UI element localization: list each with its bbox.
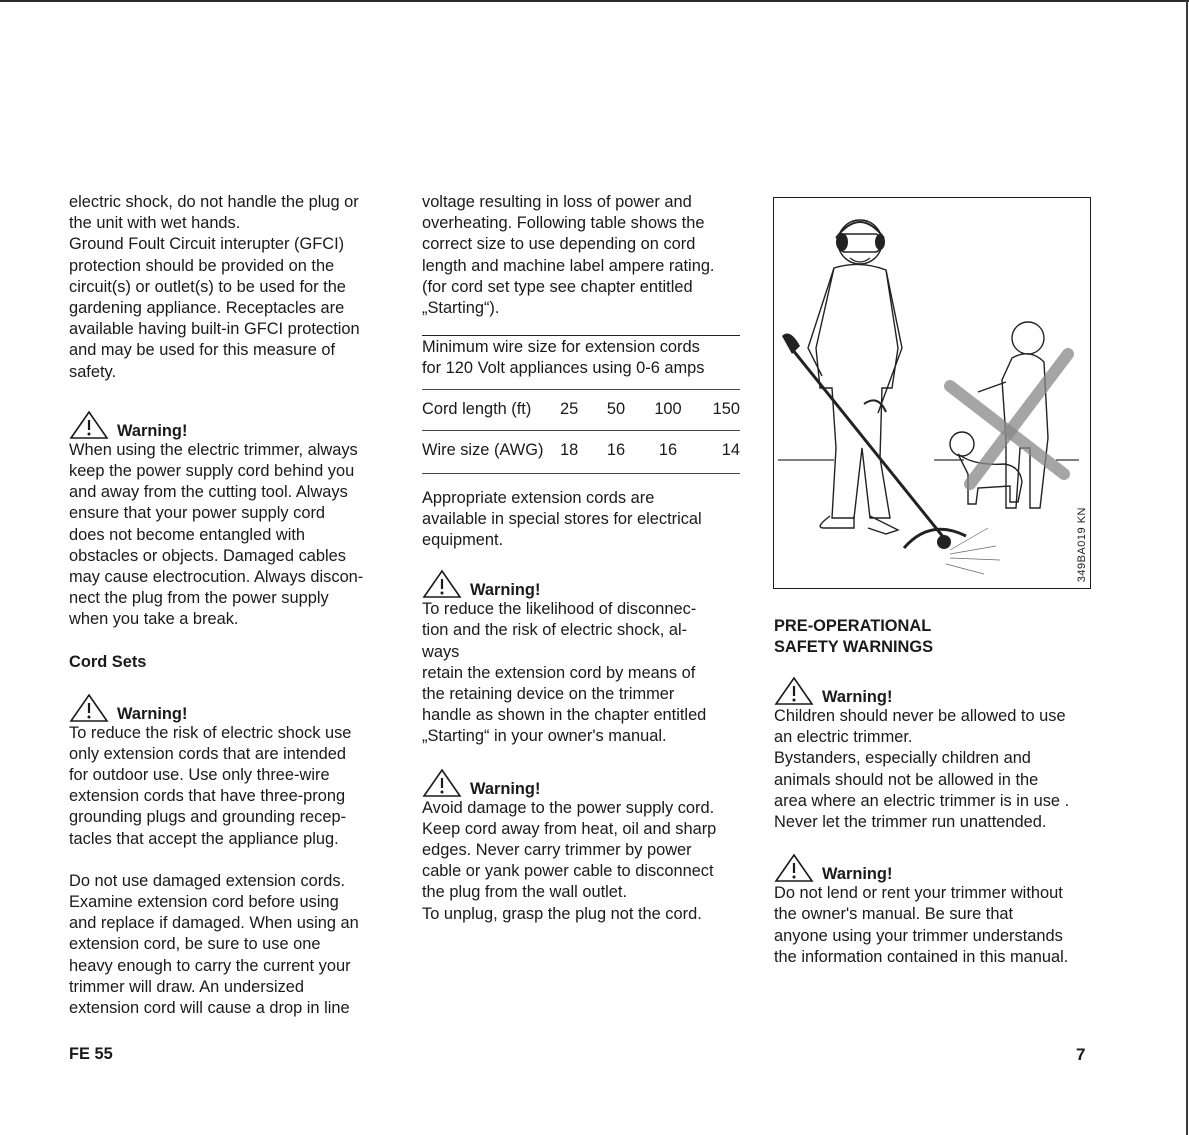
table-cell: 16 xyxy=(658,441,678,460)
table-cell: 100 xyxy=(654,400,682,419)
warning-heading xyxy=(69,410,389,440)
trimmer-illustration xyxy=(773,197,1091,589)
children-warning: Children should never be allowed to use an electric trimmer. Bystanders, especially children and animals should not be allowed in the area where an electric trimmer is in use . Never let the trimmer run unattended. xyxy=(774,707,1070,832)
warning-triangle-icon xyxy=(69,410,109,440)
page-number: 7 xyxy=(1076,1045,1086,1064)
figure-code: 349BA019 KN xyxy=(1076,506,1088,582)
warning-triangle-icon xyxy=(422,768,462,798)
table-cell: 25 xyxy=(560,400,579,419)
damaged-cords-paragraph: Do not use damaged extension cords. Examine extension cord before using and replace if damaged. When using an extension cord, be sure to use one heavy enough to carry the current your trimmer will draw. An undersized extension cord will cause a drop in line xyxy=(69,871,359,1018)
table-cell: 18 xyxy=(560,441,579,460)
warning-heading xyxy=(422,569,744,599)
table-cell: 14 xyxy=(721,441,740,460)
gfci-paragraph: electric shock, do not handle the plug or the unit with wet hands. Ground Foult Circuit interupter (GFCI) protection should be provided on the circuit(s) or outlet(s) to be used for the gardening appliance. Receptacles are available having built-in GFCI protection and may be used for this measure of safety. xyxy=(69,193,360,381)
section-heading-pre-operational: PRE-OPERATIONAL SAFETY WARNINGS xyxy=(774,617,934,656)
warning-heading xyxy=(774,853,1104,883)
wire-size-table xyxy=(422,335,740,473)
warning-label: Warning! xyxy=(822,688,893,706)
column-1 xyxy=(69,192,389,1019)
warning-label: Warning! xyxy=(470,779,541,798)
warning-label: Warning! xyxy=(117,704,188,723)
warning-label: Warning! xyxy=(470,581,541,600)
warning-label: Warning! xyxy=(117,421,188,440)
outdoor-cords-warning: To reduce the risk of electric shock use only extension cords that are intended for outdoor use. Use only three-wire extension cords that have three-prong grounding plugs and grounding recep- tacles that accept the appliance plug. xyxy=(69,723,352,848)
extension-cords-paragraph: Appropriate extension cords are available in special stores for electrical equipment. xyxy=(422,488,702,550)
top-border xyxy=(0,0,1189,2)
warning-triangle-icon xyxy=(69,693,109,723)
row-label: Wire size (AWG) xyxy=(422,441,544,460)
row-label: Cord length (ft) xyxy=(422,400,532,419)
table-title: Minimum wire size for extension cords for 120 Volt appliances using 0-6 amps xyxy=(422,338,705,378)
footer-model: FE 55 xyxy=(69,1045,113,1063)
lend-trimmer-warning: Do not lend or rent your trimmer without the owner's manual. Be sure that anyone using your trimmer understands the information contained in this manual. xyxy=(774,884,1069,966)
warning-heading xyxy=(422,768,744,798)
voltage-paragraph: voltage resulting in loss of power and overheating. Following table shows the correct size to use depending on cord length and machine label ampere rating. (for cord set type see chapter entitled „Starting“). xyxy=(422,193,715,318)
table-cell: 50 xyxy=(606,400,626,419)
warning-label: Warning! xyxy=(822,865,893,884)
table-row-cord-length xyxy=(422,390,740,430)
warning-heading xyxy=(774,676,1104,706)
warning-heading xyxy=(69,693,389,723)
warning-triangle-icon xyxy=(774,676,814,706)
column-2 xyxy=(422,192,744,925)
section-heading-cord-sets: Cord Sets xyxy=(69,652,147,671)
table-cell: 150 xyxy=(712,400,740,419)
column-3 xyxy=(774,616,1104,968)
cord-damage-warning: Avoid damage to the power supply cord. Keep cord away from heat, oil and sharp edges. Never carry trimmer by power cable or yank power cable to disconnect the plug from the wall outlet. To unplug, grasp the plug not the cord. xyxy=(422,798,717,923)
disconnection-warning: To reduce the likelihood of disconnec- tion and the risk of electric shock, al- ways retain the extension cord by means of the retaining device on the trimmer handle as shown in the chapter entitled „Starting“ in your owner's manual. xyxy=(422,600,707,746)
table-cell: 16 xyxy=(606,441,626,460)
right-border xyxy=(1186,0,1188,1135)
cord-behind-warning: When using the electric trimmer, always keep the power supply cord behind you and away from the cutting tool. Always ensure that your power supply cord does not become entangled with obstacles or objects. Damaged cables may cause electrocution. Always discon- nect the plug from the power supply when you take a break. xyxy=(69,440,364,629)
operator-with-trimmer-and-crossed-out-bystanders-illustration xyxy=(774,198,1089,587)
table-row-wire-size xyxy=(422,431,740,471)
warning-triangle-icon xyxy=(774,853,814,883)
warning-triangle-icon xyxy=(422,569,462,599)
